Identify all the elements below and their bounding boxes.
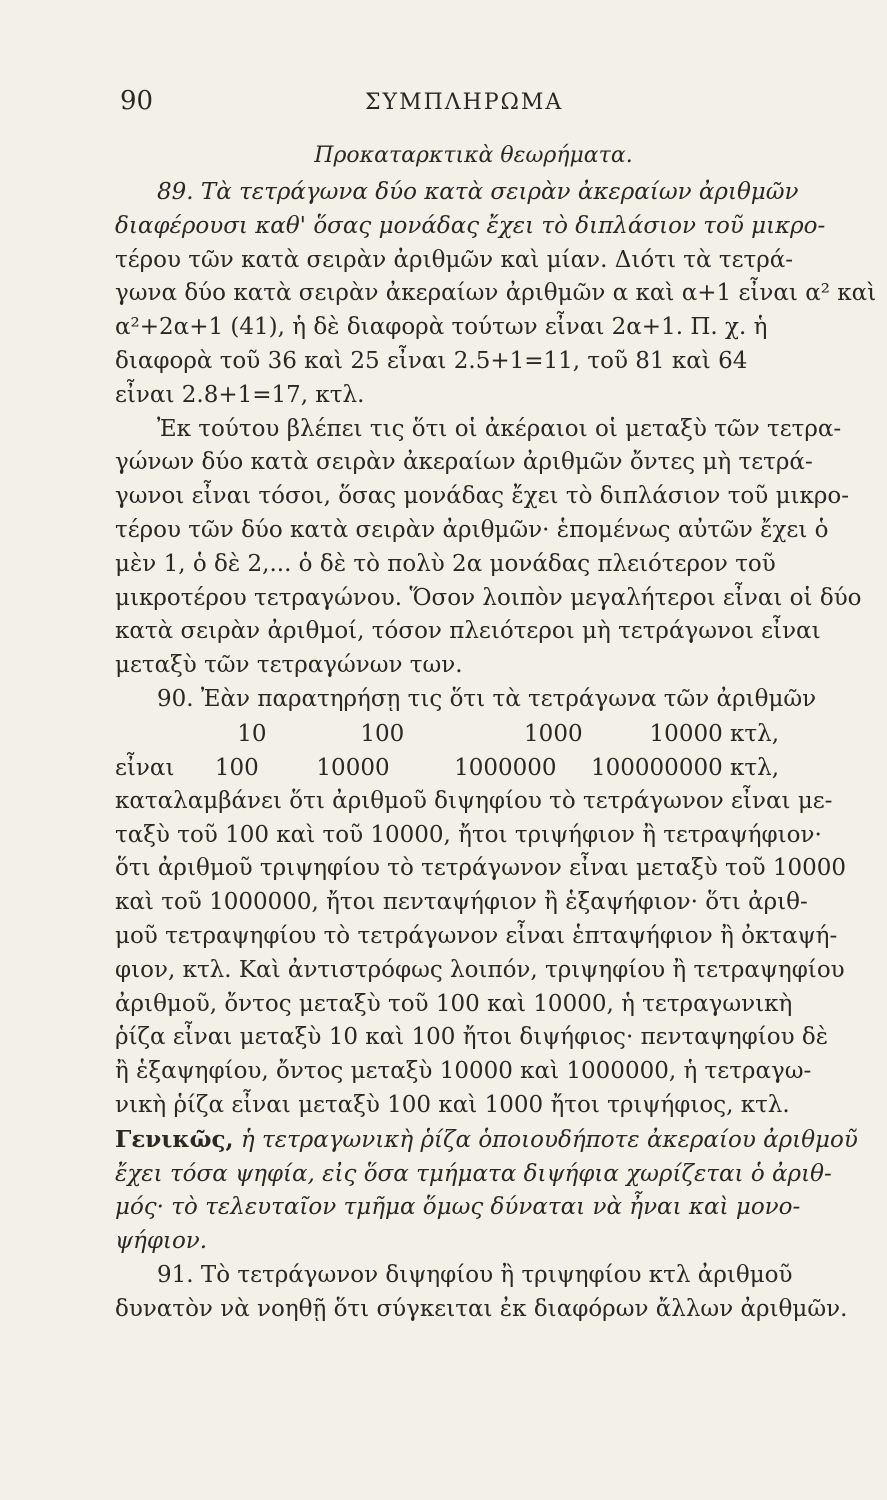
text-line: εἶναι 2.8+1=17, κτλ. xyxy=(115,381,365,408)
table-cell: 100 xyxy=(214,754,259,781)
text-line: μοῦ τετραψηφίου τὸ τετράγωνον εἶναι ἑπταψήφιον ἢ ὀκταψή- xyxy=(115,922,838,949)
table-cell: 1000 xyxy=(524,720,583,747)
section-89-cont xyxy=(115,210,877,413)
text-line: ῥίζα εἶναι μεταξὺ 10 καὶ 100 ἤτοι διψήφιος· πενταψηφίου δὲ xyxy=(115,1024,829,1051)
table-cell xyxy=(115,717,196,751)
text-line: μὲν 1, ὁ δὲ 2,... ὁ δὲ τὸ πολὺ 2α μονάδας πλειότερον τοῦ xyxy=(115,550,776,577)
table-cell: 10 xyxy=(237,720,267,747)
text-line: διαφέρουσι καθ' ὅσας μονάδας ἔχει τὸ διπλάσιον τοῦ μικρο- xyxy=(115,212,826,239)
text-line: διαφορὰ τοῦ 36 καὶ 25 εἶναι 2.5+1=11, τοῦ 81 καὶ 64 xyxy=(115,347,748,374)
text-line: ἢ ἑξαψηφίου, ὄντος μεταξὺ 10000 καὶ 1000000, ἡ τετραγω- xyxy=(115,1058,812,1085)
section-90 xyxy=(115,683,817,717)
table-cell: 100000000 κτλ, xyxy=(591,754,780,781)
table-cell: 10000 xyxy=(316,754,390,781)
text-line: μεταξὺ τῶν τετραγώνων των. xyxy=(115,652,463,679)
page-number: 90 xyxy=(120,86,154,116)
text-line: δυνατὸν νὰ νοηθῇ ὅτι σύγκειται ἐκ διαφόρων ἄλλων ἀριθμῶν. xyxy=(115,1295,848,1322)
section-90-text xyxy=(115,785,858,1158)
paragraph-consequence xyxy=(115,413,862,683)
text-line: φιον, κτλ. Καὶ ἀντιστρόφως λοιπόν, τριψηφίου ἢ τετραψηφίου xyxy=(115,956,845,983)
text-line: κατὰ σειρὰν ἀριθμοί, τόσον πλειότεροι μὴ τετράγωνοι εἶναι xyxy=(115,618,821,645)
text-line: 91. Τὸ τετράγωνον διψηφίου ἢ τριψηφίου κτλ ἀριθμοῦ xyxy=(157,1261,793,1288)
text-line: α²+2α+1 (41), ἡ δὲ διαφορὰ τούτων εἶναι 2α+1. Π. χ. ἡ xyxy=(115,314,768,341)
text-line: ὅτι ἀριθμοῦ τριψηφίου τὸ τετράγωνον εἶναι μεταξὺ τοῦ 10000 xyxy=(115,855,847,882)
text-line: ψήφιον. xyxy=(115,1228,208,1255)
text-line: καταλαμβάνει ὅτι ἀριθμοῦ διψηφίου τὸ τετράγωνον εἶναι με- xyxy=(115,787,833,814)
table-cell: 10000 κτλ, xyxy=(649,720,780,747)
text-line: καὶ τοῦ 1000000, ἤτοι πενταψήφιον ἢ ἑξαψήφιον· ὅτι ἀριθ- xyxy=(115,889,808,916)
text-line: νικὴ ῥίζα εἶναι μεταξὺ 100 καὶ 1000 ἤτοι τριψήφιος, κτλ. xyxy=(115,1091,790,1118)
squares-table-row-1 xyxy=(115,717,779,751)
page-body xyxy=(115,176,877,1327)
table-cell: 1000000 xyxy=(454,754,557,781)
table-cell: εἶναι xyxy=(115,754,175,781)
text-line: γωνοι εἶναι τόσοι, ὅσας μονάδας ἔχει τὸ διπλάσιον τοῦ μικρο- xyxy=(115,483,850,510)
text-line: μός· τὸ τελευταῖον τμῆμα ὅμως δύναται νὰ ἦναι καὶ μονο- xyxy=(115,1194,801,1221)
text-line: τέρου τῶν δύο κατὰ σειρὰν ἀριθμῶν· ἑπομένως αὐτῶν ἔχει ὁ xyxy=(115,516,829,543)
squares-table-row-2 xyxy=(115,751,779,785)
text-line: ἀριθμοῦ, ὄντος μεταξὺ τοῦ 100 καὶ 10000, ἡ τετραγωνικὴ xyxy=(115,990,793,1017)
text-line xyxy=(115,1123,858,1158)
text-line: ἔχει τόσα ψηφία, εἰς ὅσα τμήματα διψήφια χωρίζεται ὁ ἀριθ- xyxy=(115,1160,832,1187)
table-cell: 100 xyxy=(360,720,405,747)
page-header xyxy=(120,86,777,122)
text-line: γώνων δύο κατὰ σειρὰν ἀκεραίων ἀριθμῶν ὄντες μὴ τετρά- xyxy=(115,449,813,476)
general-lead: Γενικῶς, xyxy=(115,1125,234,1153)
running-title: ΣΥΜΠΛΗΡΩΜΑ xyxy=(365,90,564,115)
general-rest: ἡ τετραγωνικὴ ῥίζα ὁποιουδήποτε ἀκεραίου ἀριθμοῦ xyxy=(233,1126,858,1153)
text-line: τέρου τῶν κατὰ σειρὰν ἀριθμῶν καὶ μίαν. Διότι τὰ τετρά- xyxy=(115,246,794,273)
text-line: γωνα δύο κατὰ σειρὰν ἀκεραίων ἀριθμῶν α καὶ α+1 εἶναι α² καὶ xyxy=(115,280,877,307)
section-title: Προκαταρκτικὰ θεωρήματα. xyxy=(314,143,633,168)
text-line: ταξὺ τοῦ 100 καὶ τοῦ 10000, ἤτοι τριψήφιον ἢ τετραψήφιον· xyxy=(115,821,822,848)
text-line: 90. Ἐὰν παρατηρήσῃ τις ὅτι τὰ τετράγωνα τῶν ἀριθμῶν xyxy=(157,685,817,712)
text-line: μικροτέρου τετραγώνου. Ὅσον λοιπὸν μεγαλήτεροι εἶναι οἱ δύο xyxy=(115,584,862,611)
general-rule xyxy=(115,1158,832,1259)
text-line: 89. Τὰ τετράγωνα δύο κατὰ σειρὰν ἀκεραίων ἀριθμῶν xyxy=(157,179,799,205)
section-91 xyxy=(115,1259,848,1327)
section-89 xyxy=(115,176,799,210)
text-line: Ἐκ τούτου βλέπει τις ὅτι οἱ ἀκέραιοι οἱ μεταξὺ τῶν τετρα- xyxy=(157,415,842,442)
